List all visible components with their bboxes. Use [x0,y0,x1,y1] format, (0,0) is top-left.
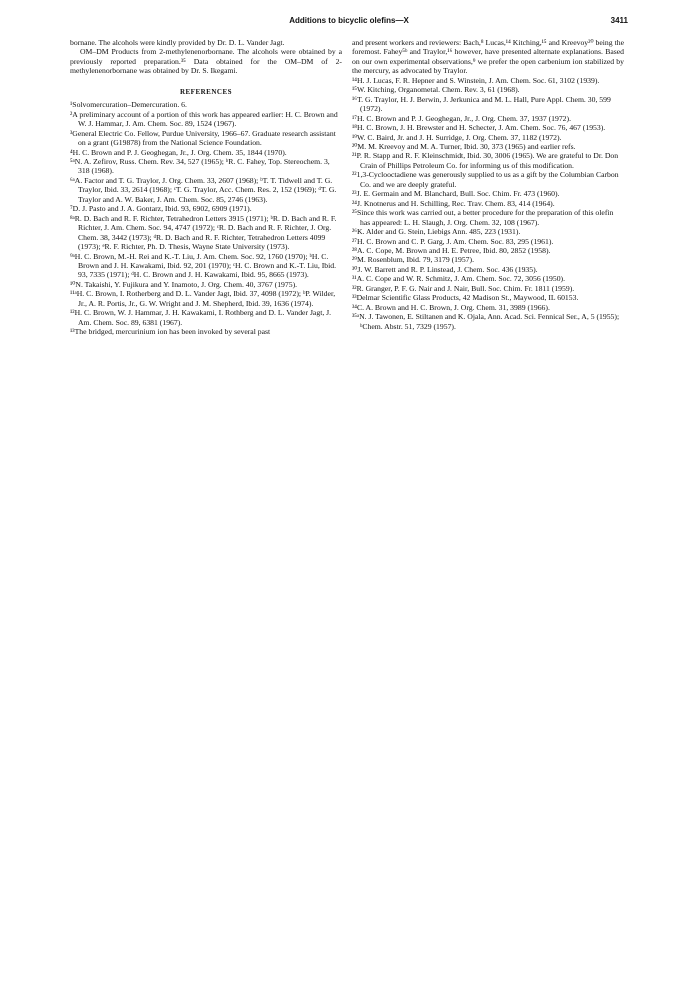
reference-item: ¹⁸H. C. Brown, J. H. Brewster and H. Schecter, J. Am. Chem. Soc. 76, 467 (1953). [352,123,606,133]
reference-item: ⁸ᵃR. D. Bach and R. F. Richter, Tetrahedron Letters 3915 (1971); ᵇR. D. Bach and R. F. Richter, J. Am. Chem. Soc. 94, 4747 (1972); ᶜR. D. Bach and R. F. Richter, J. Org. Chem. 38, 3442 (1973); ᵈR. D. Bach and R. F. Richter, Tetrahedron Letters 4099 (1973); ᵉR. F. Richter, Ph. D. Thesis, Wayne State University (1973). [70,213,337,252]
reference-item: ¹⁰N. Takaishi, Y. Fujikura and Y. Inamoto, J. Org. Chem. 40, 3767 (1975). [70,279,298,289]
reference-item: ¹Solvomercuration–Demercuration. 6. [70,100,187,110]
reference-item: ¹²H. C. Brown, W. J. Hammar, J. H. Kawakami, I. Rothberg and D. L. Vander Jagt, J. Am. Chem. Soc. 89, 6381 (1967). [70,308,332,327]
reference-list [352,76,624,331]
reference-item: ³⁴C. A. Brown and H. C. Brown, J. Org. Chem. 31, 3989 (1966). [352,302,550,312]
body-paragraph: OM–DM Products from 2-methylenenorbornane. The alcohols were obtained by a previously reported preparation.³⁵ Data obtained for the OM–DM of 2-methylenenorbornane was obtained by Dr. S. Ikegami. [70,47,342,76]
reference-item: ²⁵Since this work was carried out, a better procedure for the preparation of this olefin has appeared: L. H. Slaugh, J. Org. Chem. 32, 108 (1967). [352,208,614,227]
reference-item: ²⁷H. C. Brown and C. P. Garg, J. Am. Chem. Soc. 83, 295 (1961). [352,236,554,246]
body-paragraph: bornane. The alcohols were kindly provided by Dr. D. L. Vander Jagt. [70,38,285,47]
reference-item: ⁴H. C. Brown and P. J. Geoghegan, Jr., J. Org. Chem. 35, 1844 (1970). [70,147,287,157]
page-number: 3411 [610,16,628,25]
reference-item: ²⁴J. Knotnerus and H. Schilling, Rec. Trav. Chem. 83, 414 (1964). [352,198,555,208]
reference-item: ²¹P. R. Stapp and R. F. Kleinschmidt, Ibid. 30, 3006 (1965). We are grateful to Dr. Don Crain of Phillips Petroleum Co. for informing us of this modification. [352,151,619,170]
reference-item: ²²1,3-Cyclooctadiene was generously supplied to us as a gift by the Columbian Carbon Co. and we are deeply grateful. [352,170,619,189]
page-header [70,16,628,30]
reference-item: ³²R. Granger, P. F. G. Nair and J. Nair, Bull. Soc. Chim. Fr. 1811 (1959). [352,283,575,293]
reference-item: ²A preliminary account of a portion of this work has appeared earlier: H. C. Brown and W. J. Hammar, J. Am. Chem. Soc. 89, 1524 (1967). [70,109,338,129]
left-column [70,38,342,337]
reference-item: ³⁰J. W. Barrett and R. P. Linstead, J. Chem. Soc. 436 (1935). [352,264,538,274]
reference-item: ¹¹ᵃH. C. Brown, I. Rotherberg and D. L. Vander Jagt, Ibid. 37, 4098 (1972); ᵇP. Wilder, Jr., A. R. Portis, Jr., G. W. Wright and J. M. Shepherd, Ibid. 39, 1636 (1974). [70,289,336,308]
reference-item: ³³Delmar Scientific Glass Products, 42 Madison St., Maywood, IL 60153. [352,293,579,303]
reference-item: ³¹A. C. Cope and W. R. Schmitz, J. Am. Chem. Soc. 72, 3056 (1950). [352,274,566,284]
reference-item: ²⁰M. M. Kreevoy and M. A. Turner, Ibid. 30, 373 (1965) and earlier refs. [352,141,576,151]
reference-item: ⁶ᵃA. Factor and T. G. Traylor, J. Org. Chem. 33, 2607 (1968); ᵇT. T. Tidwell and T. G. Traylor, Ibid. 33, 2614 (1968); ᶜT. G. Traylor, Acc. Chem. Res. 2, 152 (1969); ᵈT. G. Traylor and A. W. Baker, J. Am. Chem. Soc. 85, 2746 (1963). [70,175,337,204]
reference-item: ²³J. E. Germain and M. Blanchard, Bull. Soc. Chim. Fr. 473 (1960). [352,189,560,199]
reference-item: ⁷D. J. Pasto and J. A. Gontarz, Ibid. 93, 6902, 6909 (1971). [70,204,252,214]
reference-item: ⁹ᵃH. C. Brown, M.-H. Rei and K.-T. Liu, J. Am. Chem. Soc. 92, 1760 (1970); ᵇH. C. Brown and J. H. Kawakami, Ibid. 92, 201 (1970); ᶜH. C. Brown and K.-T. Liu, Ibid. 93, 7335 (1971); ᵈH. C. Brown and J. H. Kawakami, Ibid. 95, 8665 (1973). [70,251,337,280]
reference-item: ¹³The bridged, mercurinium ion has been invoked by several past [70,327,271,337]
reference-item: ²⁶K. Alder and G. Stein, Liebigs Ann. 485, 223 (1931). [352,227,521,237]
reference-item: ¹⁷H. C. Brown and P. J. Geoghegan, Jr., J. Org. Chem. 37, 1937 (1972). [352,113,572,123]
running-title: Additions to bicyclic olefins—X [289,16,409,25]
reference-item: ²⁹M. Rosenblum, Ibid. 79, 3179 (1957). [352,255,475,265]
reference-item: ⁵ᵃN. A. Zefirov, Russ. Chem. Rev. 34, 527 (1965); ᵇR. C. Fahey, Top. Stereochem. 3, 318 (1968). [70,156,330,176]
reference-item: ²⁸A. C. Cope, M. Brown and H. E. Petree, Ibid. 80, 2852 (1958). [352,245,551,255]
reference-item: ¹⁵W. Kitching, Organometal. Chem. Rev. 3, 61 (1968). [352,85,520,95]
reference-item: ¹⁴H. J. Lucas, F. R. Hepner and S. Winstein, J. Am. Chem. Soc. 61, 3102 (1939). [352,75,600,85]
reference-item: ³⁵ᵃN. J. Tawonen, E. Stiltanen and K. Ojala, Ann. Acad. Sci. Fennical Ser., A, 5 (1955); ᵇChem. Abstr. 51, 7329 (1957). [352,312,620,331]
right-column [352,38,624,331]
reference-item: ¹⁹W. C. Baird, Jr. and J. H. Surridge, J. Org. Chem. 37, 1182 (1972). [352,132,562,142]
reference-list [70,100,342,336]
reference-item: ¹⁶T. G. Traylor, H. J. Berwin, J. Jerkunica and M. L. Hall, Pure Appl. Chem. 30, 599 (1972). [352,94,611,114]
reference-continuation: and present workers and reviewers: Bach,⁸ Lucas,¹⁴ Kitching,¹⁵ and Kreevoy²⁰ being the foremost. Fahey⁵ᵇ and Traylor,¹⁶ however, have presented alternate explanations. Based on our own experimental observations,⁹ we prefer the open carbenium ion stabilized by the mercury, as advocated by Traylor. [352,38,624,76]
references-heading: REFERENCES [179,87,233,96]
reference-item: ³General Electric Co. Fellow, Purdue University, 1966–67. Graduate research assistant on a grant (G19878) from the National Science Foundation. [70,128,336,148]
